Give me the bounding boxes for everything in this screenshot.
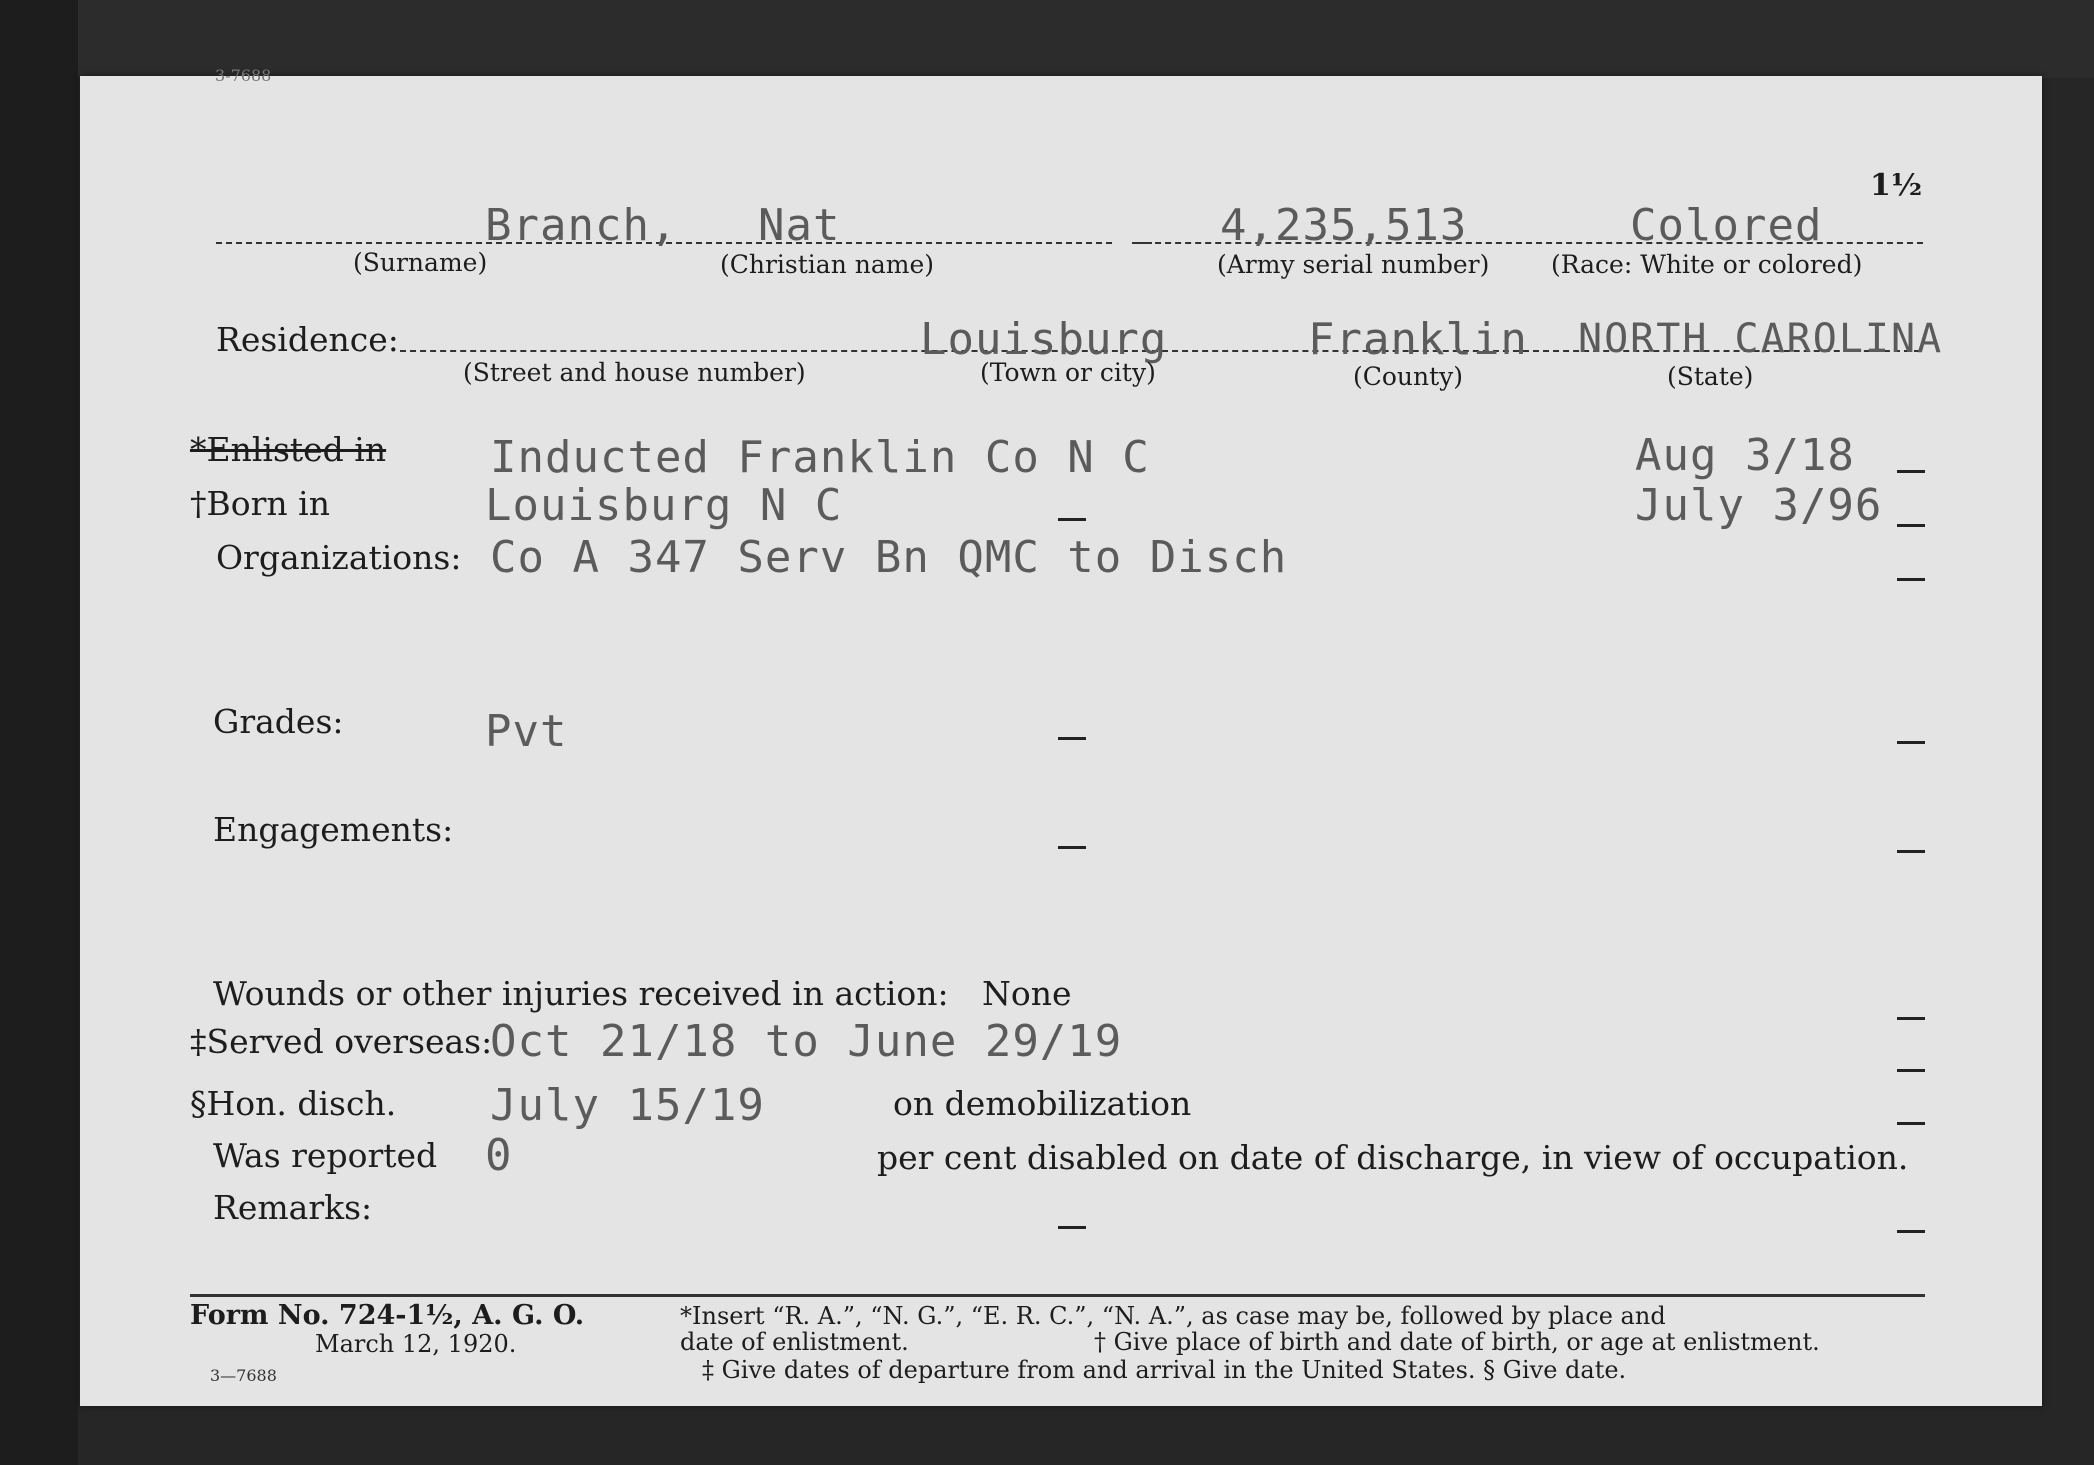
footnote-line-3: ‡ Give dates of departure from and arrival in the United States. § Give date. <box>702 1356 1627 1384</box>
organizations-value: Co A 347 Serv Bn QMC to Disch <box>490 532 1288 583</box>
footer-rule <box>190 1294 1925 1297</box>
serial-number-label: (Army serial number) <box>1217 250 1490 279</box>
engagements-label: Engagements: <box>213 810 454 849</box>
scan-background-top <box>0 0 2094 78</box>
hon-disch-label: §Hon. disch. <box>190 1084 397 1123</box>
race-value: Colored <box>1630 200 1823 251</box>
footnote-line-2b: † Give place of birth and date of birth, or age at enlistment. <box>1094 1328 1820 1356</box>
engagements-mid-dash <box>1058 846 1086 849</box>
town-label: (Town or city) <box>980 358 1156 387</box>
enlisted-end-dash <box>1897 470 1925 473</box>
born-date: July 3/96 <box>1635 480 1883 531</box>
form-code: 3—7688 <box>210 1366 277 1385</box>
born-mid-dash <box>1058 518 1086 521</box>
scan-background-left <box>0 0 78 1465</box>
remarks-mid-dash <box>1058 1226 1086 1229</box>
was-reported-label: Was reported <box>213 1136 438 1175</box>
residence-label: Residence: <box>216 320 399 359</box>
hon-disch-suffix: on demobilization <box>893 1084 1192 1123</box>
residence-town-value: Louisburg <box>920 314 1168 365</box>
surname-label: (Surname) <box>353 248 488 277</box>
grades-label: Grades: <box>213 702 344 741</box>
hon-disch-value: July 15/19 <box>490 1080 765 1131</box>
form-date: March 12, 1920. <box>315 1330 517 1358</box>
enlisted-date: Aug 3/18 <box>1635 430 1855 481</box>
christian-name-label: (Christian name) <box>720 250 935 279</box>
born-value: Louisburg N C <box>485 480 843 531</box>
organizations-label: Organizations: <box>216 538 462 577</box>
corner-mark: 1½ <box>1870 168 1923 203</box>
remarks-label: Remarks: <box>213 1188 373 1227</box>
served-overseas-label: ‡Served overseas: <box>190 1022 493 1061</box>
grades-value: Pvt <box>485 706 568 757</box>
grades-end-dash <box>1897 741 1925 744</box>
was-reported-value: 0 <box>485 1130 513 1181</box>
christian-name-value: Nat <box>758 200 841 251</box>
footnote-line-2a: date of enlistment. <box>680 1328 909 1356</box>
form-number: Form No. 724-1½, A. G. O. <box>190 1300 585 1331</box>
county-label: (County) <box>1353 362 1464 391</box>
enlisted-label: *Enlisted in <box>190 430 387 469</box>
enlisted-value: Inducted Franklin Co N C <box>490 432 1150 483</box>
engagements-end-dash <box>1897 850 1925 853</box>
organizations-end-dash <box>1897 578 1925 581</box>
remarks-end-dash <box>1897 1230 1925 1233</box>
street-label: (Street and house number) <box>463 358 806 387</box>
state-label: (State) <box>1667 362 1754 391</box>
wounds-label: Wounds or other injuries received in action: <box>213 974 949 1013</box>
wounds-end-dash <box>1897 1017 1925 1020</box>
serial-number-value: 4,235,513 <box>1220 200 1468 251</box>
footnote-line-1: *Insert “R. A.”, “N. G.”, “E. R. C.”, “N. A.”, as case may be, followed by place and <box>680 1302 1666 1330</box>
hon-disch-end-dash <box>1897 1122 1925 1125</box>
race-label: (Race: White or colored) <box>1551 250 1863 279</box>
residence-state-value: NORTH CAROLINA <box>1578 316 1944 362</box>
service-record-card <box>80 66 2042 1406</box>
surname-value: Branch, <box>485 200 678 251</box>
served-overseas-value: Oct 21/18 to June 29/19 <box>490 1016 1123 1067</box>
grades-mid-dash <box>1058 737 1086 740</box>
residence-county-value: Franklin <box>1308 314 1528 365</box>
overseas-end-dash <box>1897 1069 1925 1072</box>
was-reported-suffix: per cent disabled on date of discharge, in view of occupation. <box>877 1138 1909 1177</box>
born-label: †Born in <box>190 484 330 523</box>
card-top-code: 3-7688 <box>215 66 272 85</box>
wounds-value: None <box>982 974 1072 1013</box>
born-end-dash <box>1897 524 1925 527</box>
